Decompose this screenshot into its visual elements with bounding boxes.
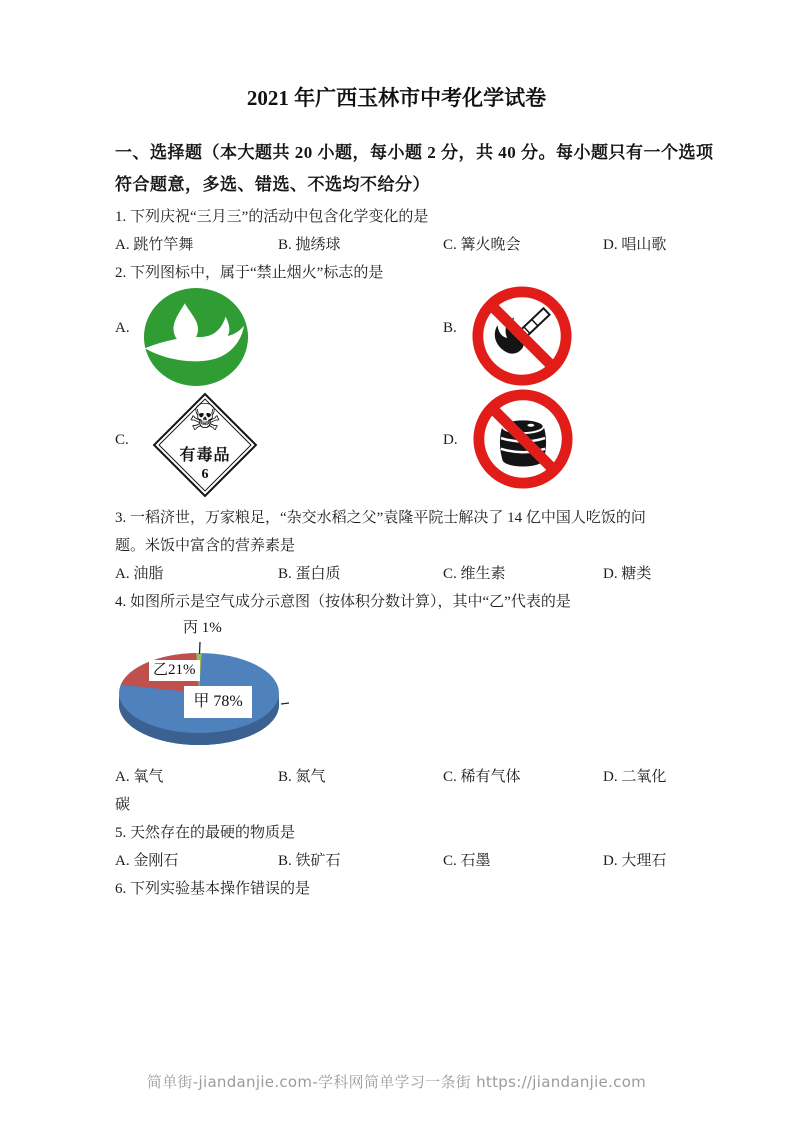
option-4b: B. 氮气: [278, 769, 326, 785]
option-3b: B. 蛋白质: [278, 566, 341, 582]
option-5c: C. 石墨: [443, 853, 491, 869]
option-1c: C. 篝火晚会: [443, 237, 521, 253]
option-2c-label: C.: [115, 432, 129, 448]
pie-label-jia: 甲 78%: [184, 686, 252, 718]
bing-leader-line: [200, 642, 201, 654]
option-1a: A. 跳竹竿舞: [115, 237, 194, 253]
question-5-options: [115, 847, 675, 875]
section-header-line1: 一、选择题（本大题共 20 小题，每小题 2 分，共 40 分。每小题只有一个选项: [115, 143, 714, 162]
option-3d: D. 糖类: [603, 566, 652, 582]
no-oil-drum-icon: [471, 387, 575, 491]
question-2-text: 2. 下列图标中，属于“禁止烟火”标志的是: [115, 265, 384, 281]
no-open-flames-icon: [470, 284, 574, 388]
option-2d-label: D.: [443, 432, 458, 448]
option-5a: A. 金刚石: [115, 853, 179, 869]
question-1-text: 1. 下列庆祝“三月三”的活动中包含化学变化的是: [115, 209, 429, 225]
pie-label-yi: 乙21%: [149, 660, 200, 681]
right-tick-mark: [281, 703, 289, 704]
question-1-options: [115, 231, 675, 259]
placard-class-number: 6: [201, 467, 209, 482]
air-composition-pie-chart: [115, 616, 395, 766]
skull-crossbones-icon: ☠: [188, 396, 222, 439]
option-3c: C. 维生素: [443, 566, 506, 582]
option-4d: D. 二氧化: [603, 769, 667, 785]
question-3-text: 3. 一稻济世，万家粮足，“杂交水稻之父”袁隆平院士解决了 14 亿中国人吃饭的问题。米饭中富含的营养素是: [115, 510, 646, 554]
section-header-line2: 符合题意，多选、错选、不选均不给分）: [115, 175, 430, 194]
option-3a: A. 油脂: [115, 566, 164, 582]
placard-text: 有毒品: [179, 447, 231, 464]
option-4c: C. 稀有气体: [443, 769, 521, 785]
option-1b: B. 抛绣球: [278, 237, 341, 253]
option-2b-label: B.: [443, 320, 457, 336]
question-4-options: [115, 763, 675, 791]
water-saving-logo-icon: [141, 287, 251, 387]
option-5d: D. 大理石: [603, 853, 667, 869]
watermark-footer: 简单街-jiandanjie.com-学科网简单学习一条街 https://jiandanjie.com: [146, 1073, 647, 1091]
question-5-text: 5. 天然存在的最硬的物质是: [115, 825, 296, 841]
option-1d: D. 唱山歌: [603, 237, 667, 253]
question-3-options: [115, 560, 675, 588]
option-2a-label: A.: [115, 320, 130, 336]
toxic-substances-placard-icon: [151, 391, 259, 499]
pie-label-bing: 丙 1%: [183, 620, 222, 636]
question-6-text: 6. 下列实验基本操作错误的是: [115, 881, 311, 897]
option-4a: A. 氧气: [115, 769, 164, 785]
option-4d-wrap-char: 碳: [115, 797, 131, 813]
option-5b: B. 铁矿石: [278, 853, 341, 869]
page-title: 2021 年广西玉林市中考化学试卷: [246, 86, 547, 110]
question-4-text: 4. 如图所示是空气成分示意图（按体积分数计算），其中“乙”代表的是: [115, 594, 571, 610]
